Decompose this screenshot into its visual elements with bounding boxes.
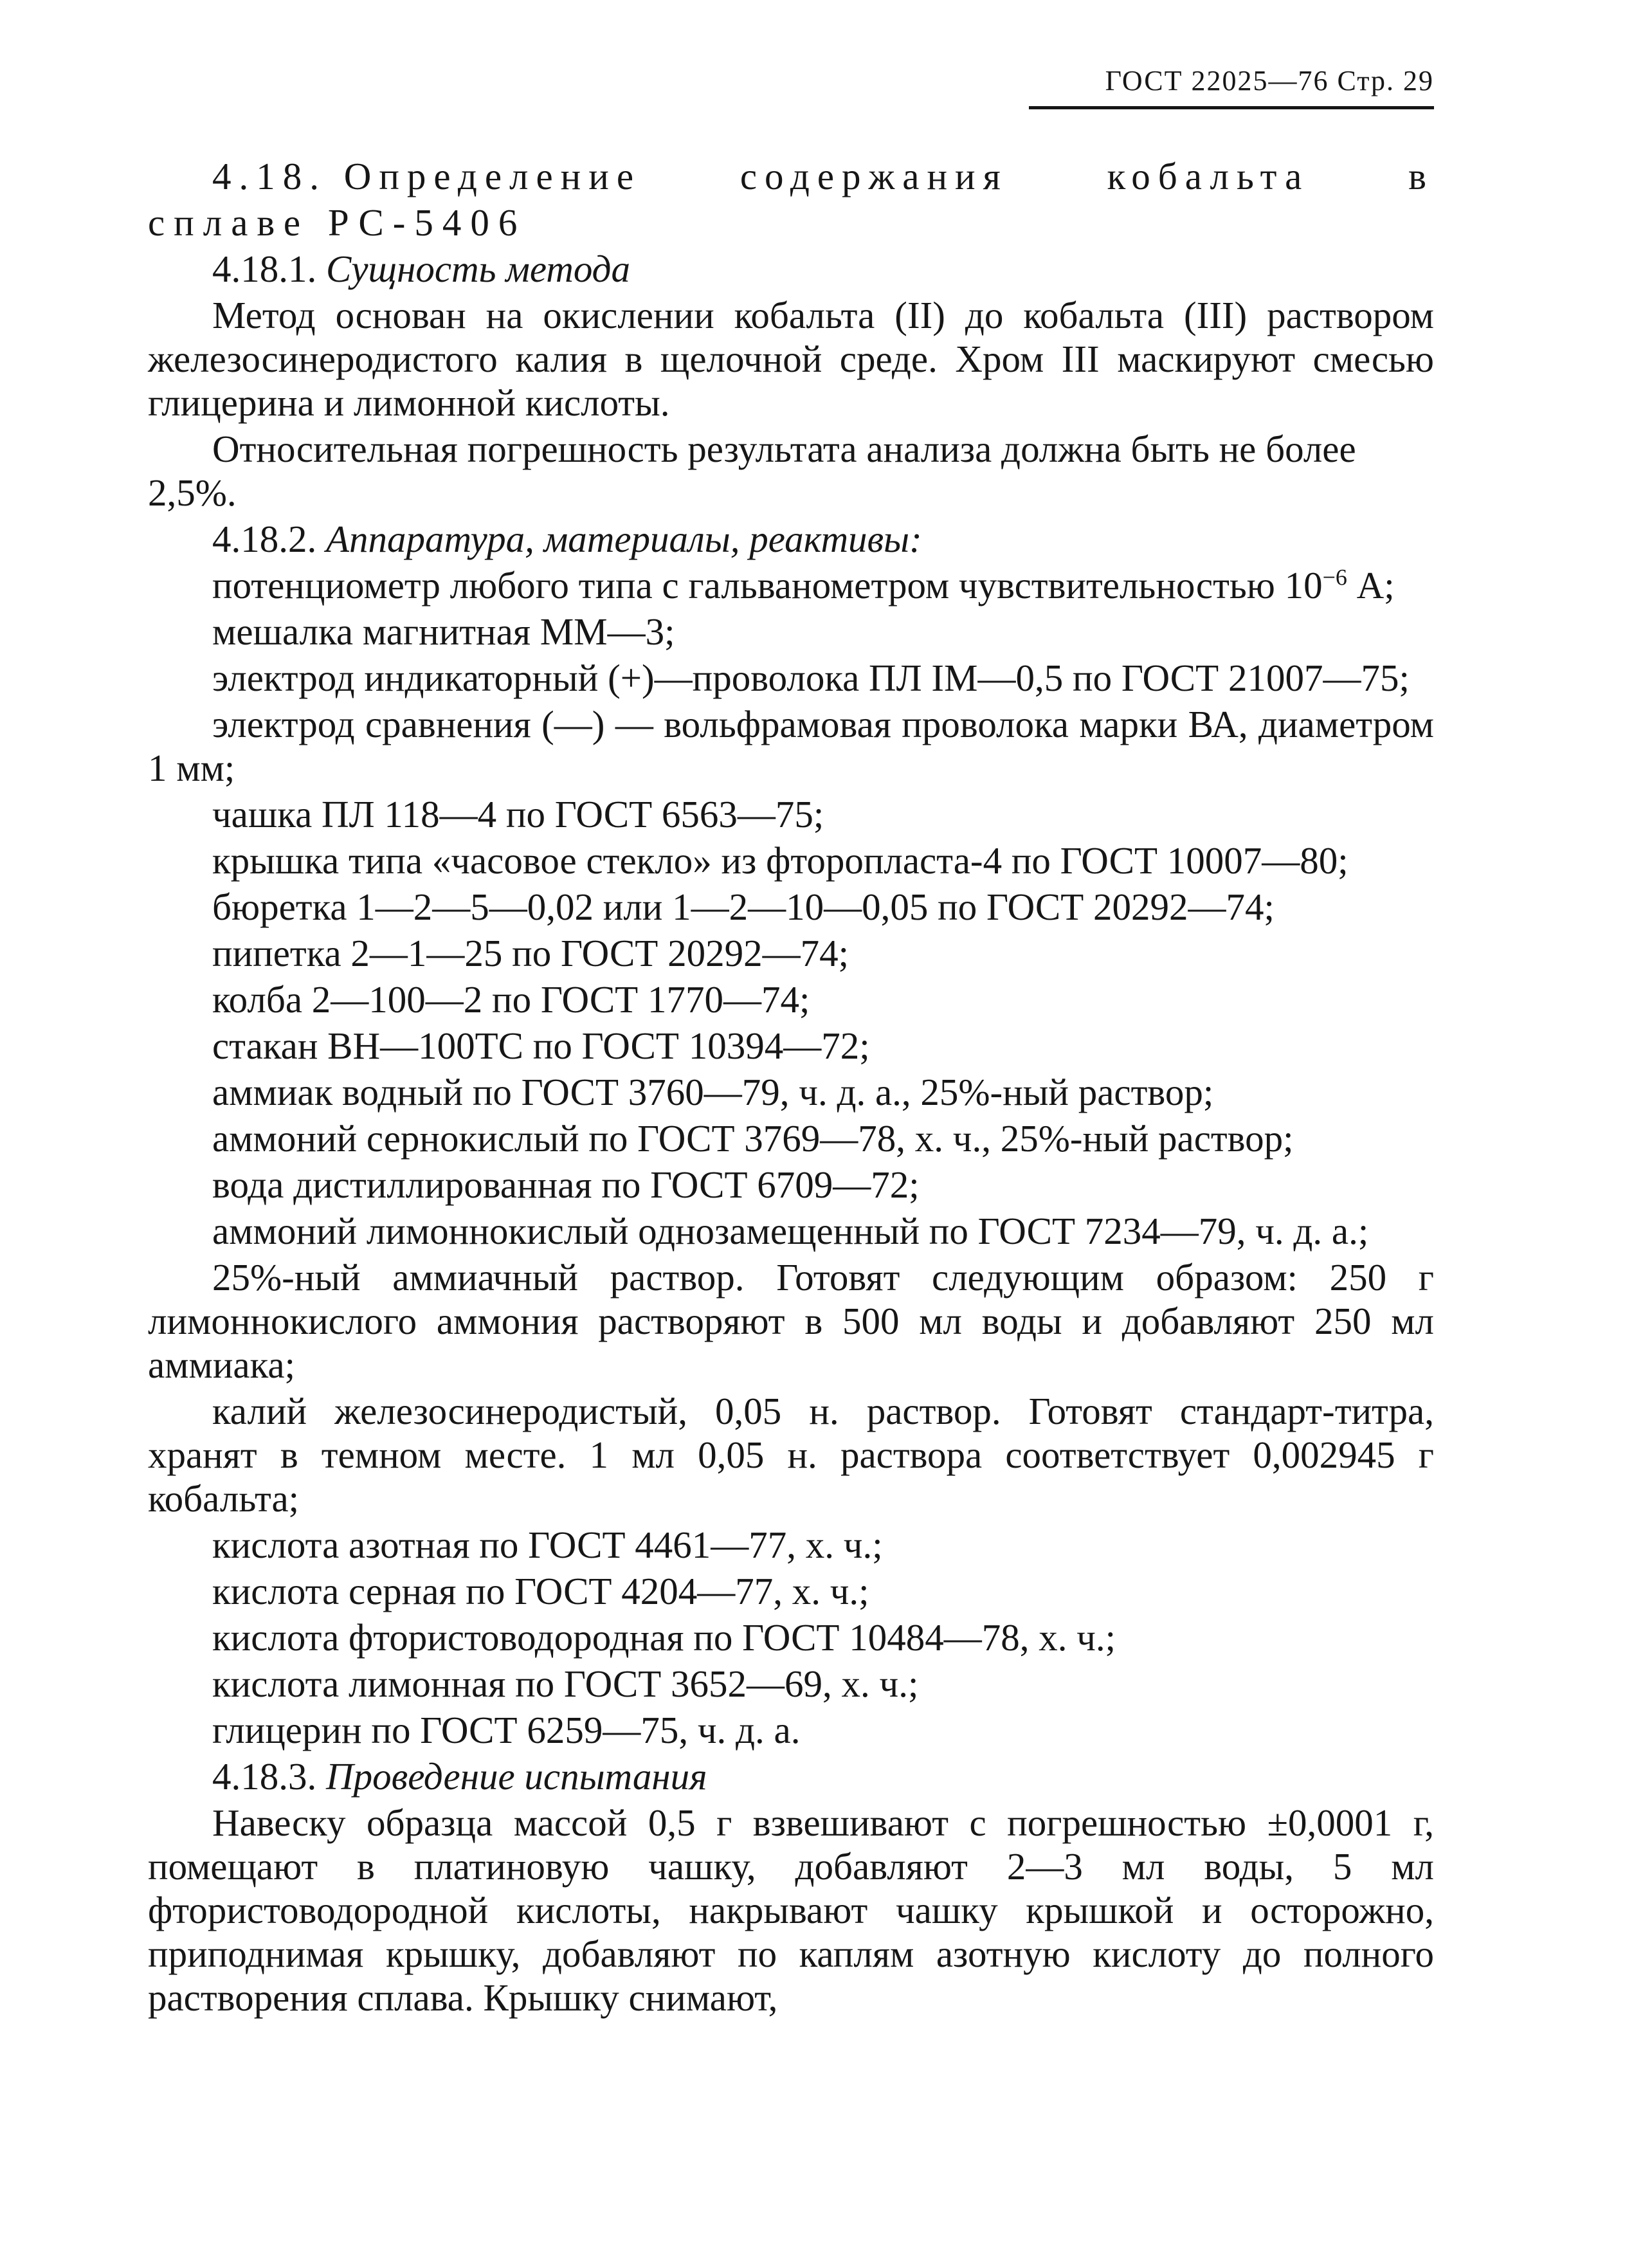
section-4-18-3-heading [148,1754,1434,1798]
section-title: Проведение испытания [326,1755,707,1798]
list-item: глицерин по ГОСТ 6259—75, ч. д. а. [212,1709,801,1751]
running-head: ГОСТ 22025—76 Стр. 29 [1029,64,1434,109]
list-item: вода дистиллированная по ГОСТ 6709—72; [212,1163,920,1206]
list-item: пипетка 2—1—25 по ГОСТ 20292—74; [212,932,849,974]
section-4-18-1-heading [148,247,1434,291]
section-title: Аппаратура, материалы, реактивы: [326,518,922,560]
list-item: кислота азотная по ГОСТ 4461—77, х. ч.; [212,1524,883,1566]
paragraph: Относительная погрешность результата анализа должна быть не более 2,5%. [148,428,1356,514]
section-4-18-title-line1 [148,154,1434,198]
list-item: электрод индикаторный (+)—проволока ПЛ IМ—0,5 по ГОСТ 21007—75; [212,657,1410,699]
list-item: колба 2—100—2 по ГОСТ 1770—74; [212,978,810,1021]
list-item-text: потенциометр любого типа с гальванометром чувствительностью 10 [212,564,1323,606]
section-4-18-title-line2: сплаве РС-5406 [148,201,527,244]
section-number: 4.18.1. [212,248,317,290]
paragraph: Метод основан на окислении кобальта (II) до кобальта (III) раствором железосинеродистого калия в щелочной среде. Хром III маскируют смесью глицерина и лимонной кислоты. [148,294,1434,424]
list-item: чашка ПЛ 118—4 по ГОСТ 6563—75; [212,793,824,835]
list-item: кислота серная по ГОСТ 4204—77, х. ч.; [212,1570,869,1612]
page-body [148,154,1434,2022]
list-item: мешалка магнитная ММ—3; [212,610,675,653]
list-item: стакан ВН—100ТС по ГОСТ 10394—72; [212,1025,870,1067]
list-item: 25%-ный аммиачный раствор. Готовят следующим образом: 250 г лимоннокислого аммония растворяют в 500 мл воды и добавляют 250 мл аммиака; [148,1256,1434,1386]
list-item: бюретка 1—2—5—0,02 или 1—2—10—0,05 по ГОСТ 20292—74; [212,886,1275,928]
paragraph: Навеску образца массой 0,5 г взвешивают с погрешностью ±0,0001 г, помещают в платиновую чашку, добавляют 2—3 мл воды, 5 мл фтористоводородной кислоты, накрывают чашку крышкой и осторожно, приподнимая крышку, добавляют по каплям азотную кислоту до полного растворения сплава. Крышку снимают, [148,1801,1434,2019]
materials-list [148,610,1434,1752]
section-number: 4.18.2. [212,518,317,560]
title-word-3: кобальта [1107,155,1310,197]
list-item: аммиак водный по ГОСТ 3760—79, ч. д. а., 25%-ный раствор; [212,1071,1214,1113]
section-4-18-2-heading [148,517,1434,561]
list-item [148,563,1434,607]
section-title: Сущность метода [326,248,630,290]
title-word-4: в [1408,155,1434,197]
list-item: калий железосинеродистый, 0,05 н. раствор. Готовят стандарт-титра, хранят в темном месте. 1 мл 0,05 н. раствора соответствует 0,002945 г кобальта; [148,1390,1434,1520]
list-item-tail: А; [1347,564,1395,606]
section-number: 4.18.3. [212,1755,317,1798]
list-item: крышка типа «часовое стекло» из фторопласта-4 по ГОСТ 10007—80; [212,839,1348,882]
exponent: −6 [1322,564,1347,590]
list-item: электрод сравнения (—) — вольфрамовая проволока марки ВА, диаметром 1 мм; [148,703,1434,789]
list-item: кислота фтористоводородная по ГОСТ 10484—78, х. ч.; [212,1616,1116,1659]
list-item: кислота лимонная по ГОСТ 3652—69, х. ч.; [212,1663,919,1705]
title-word-2: содержания [740,155,1008,197]
list-item: аммоний лимоннокислый однозамещенный по ГОСТ 7234—79, ч. д. а.; [212,1210,1369,1252]
title-word-1: 4.18. Определение [212,155,642,197]
list-item: аммоний сернокислый по ГОСТ 3769—78, х. ч., 25%-ный раствор; [212,1117,1294,1160]
